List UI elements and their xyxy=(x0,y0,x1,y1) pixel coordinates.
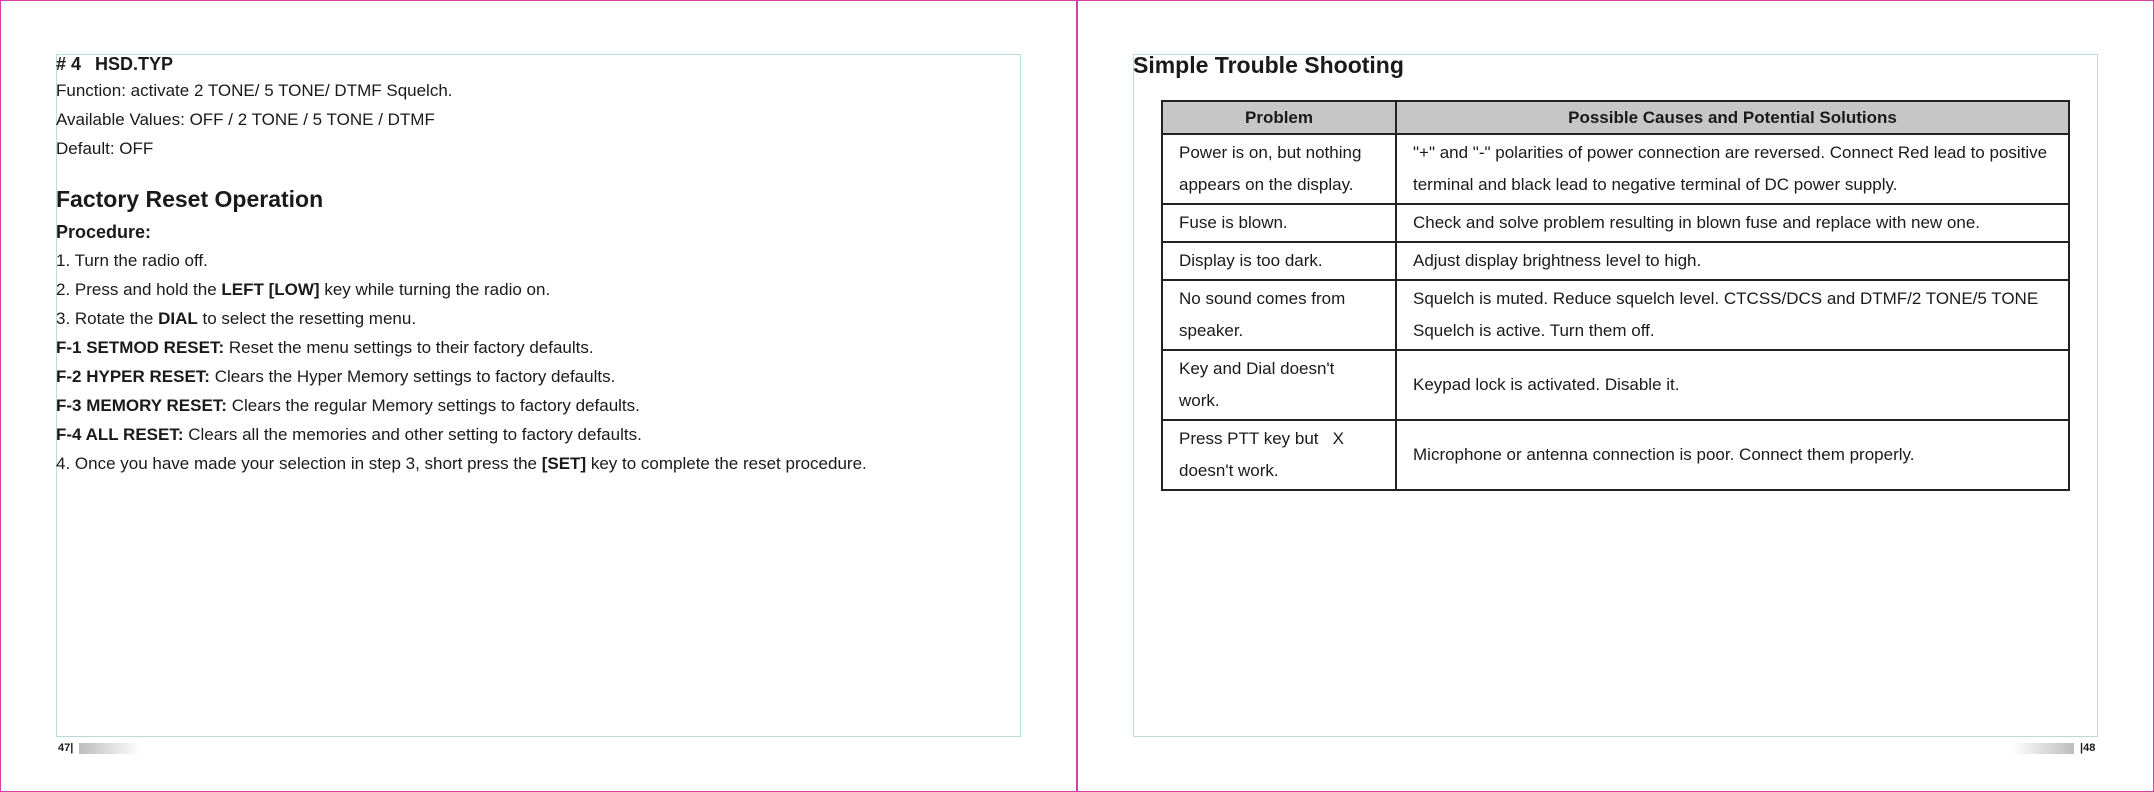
available-values-line: Available Values: OFF / 2 TONE / 5 TONE / DTMF xyxy=(56,110,435,129)
solution-cell: Check and solve problem resulting in blown fuse and replace with new one. xyxy=(1396,204,2069,242)
step-3-text-end: to select the resetting menu. xyxy=(197,309,417,328)
table-header-row xyxy=(1162,101,2069,134)
solution-cell: Microphone or antenna connection is poor. Connect them properly. xyxy=(1396,420,2069,490)
f2-label: F-2 HYPER RESET: xyxy=(56,367,210,386)
left-page xyxy=(56,52,1016,478)
problem-cell: Fuse is blown. xyxy=(1162,204,1396,242)
step-4-text-end: key to complete the reset procedure. xyxy=(586,454,867,473)
table-row xyxy=(1162,350,2069,420)
left-page-footer xyxy=(58,742,141,754)
step-2-text-end: key while turning the radio on. xyxy=(319,280,551,299)
header-solutions: Possible Causes and Potential Solutions xyxy=(1396,101,2069,134)
footer-gradient-bar-left xyxy=(79,743,141,754)
step-1: 1. Turn the radio off. xyxy=(56,251,208,270)
step-4-text: 4. Once you have made your selection in step 3, short press the xyxy=(56,454,542,473)
step-3-key: DIAL xyxy=(158,309,198,328)
f4-text: Clears all the memories and other setting to factory defaults. xyxy=(183,425,642,444)
param-number: # 4 xyxy=(56,54,82,74)
solution-cell: Adjust display brightness level to high. xyxy=(1396,242,2069,280)
right-page-footer xyxy=(2012,742,2095,754)
f3-label: F-3 MEMORY RESET: xyxy=(56,396,227,415)
default-line: Default: OFF xyxy=(56,139,154,158)
f1-setmod-reset xyxy=(56,333,1016,362)
problem-cell: No sound comes from speaker. xyxy=(1162,280,1396,350)
step-4 xyxy=(56,449,1016,478)
solution-cell: "+" and "-" polarities of power connection are reversed. Connect Red lead to positive terminal and black lead to negative terminal of DC power supply. xyxy=(1396,134,2069,204)
table-row xyxy=(1162,280,2069,350)
f4-label: F-4 ALL RESET: xyxy=(56,425,184,444)
f1-text: Reset the menu settings to their factory defaults. xyxy=(224,338,594,357)
param-heading xyxy=(56,52,1016,76)
trouble-shooting-table xyxy=(1161,100,2070,491)
page-number-left: 47 xyxy=(58,742,71,754)
function-line: Function: activate 2 TONE/ 5 TONE/ DTMF Squelch. xyxy=(56,81,453,100)
table-row xyxy=(1162,242,2069,280)
trouble-shooting-title: Simple Trouble Shooting xyxy=(1133,52,1404,78)
footer-gradient-bar-right xyxy=(2012,743,2074,754)
table-row xyxy=(1162,204,2069,242)
section-title: Factory Reset Operation xyxy=(56,186,324,212)
footer-divider-left: | xyxy=(70,742,74,754)
solution-cell: Keypad lock is activated. Disable it. xyxy=(1396,350,2069,420)
page-gutter xyxy=(1076,0,1078,792)
table-row xyxy=(1162,134,2069,204)
step-2-key: LEFT [LOW] xyxy=(221,280,320,299)
step-3 xyxy=(56,304,1016,333)
f1-label: F-1 SETMOD RESET: xyxy=(56,338,225,357)
header-problem: Problem xyxy=(1162,101,1396,134)
f3-memory-reset xyxy=(56,391,1016,420)
problem-cell: Power is on, but nothing appears on the display. xyxy=(1162,134,1396,204)
f4-all-reset xyxy=(56,420,1016,449)
table-row xyxy=(1162,420,2069,490)
problem-cell: Press PTT key but X doesn't work. xyxy=(1162,420,1396,490)
f2-text: Clears the Hyper Memory settings to factory defaults. xyxy=(209,367,616,386)
step-2-text: 2. Press and hold the xyxy=(56,280,222,299)
param-name: HSD.TYP xyxy=(95,54,174,74)
f2-hyper-reset xyxy=(56,362,1016,391)
f3-text: Clears the regular Memory settings to factory defaults. xyxy=(226,396,640,415)
page-number-right: 48 xyxy=(2083,742,2096,754)
problem-cell: Display is too dark. xyxy=(1162,242,1396,280)
solution-cell: Squelch is muted. Reduce squelch level. CTCSS/DCS and DTMF/2 TONE/5 TONE Squelch is active. Turn them off. xyxy=(1396,280,2069,350)
step-2 xyxy=(56,275,1016,304)
step-3-text: 3. Rotate the xyxy=(56,309,159,328)
problem-cell: Key and Dial doesn't work. xyxy=(1162,350,1396,420)
procedure-label: Procedure: xyxy=(56,222,152,242)
step-4-key: [SET] xyxy=(541,454,587,473)
footer-divider-right: | xyxy=(2080,742,2084,754)
